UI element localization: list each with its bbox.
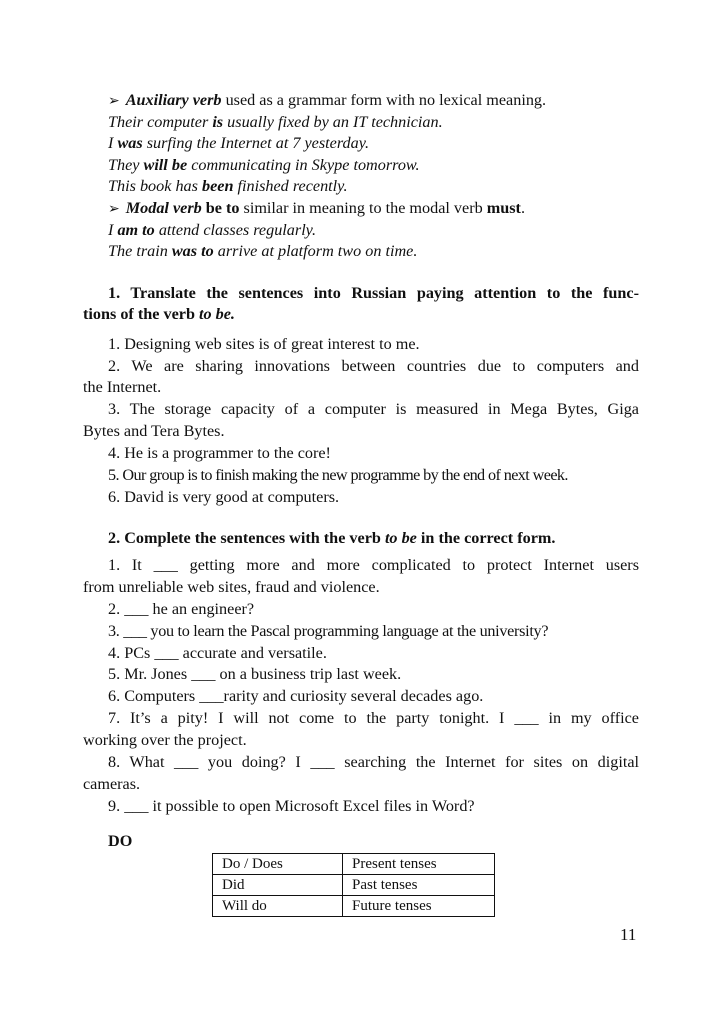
- table-row: [213, 854, 495, 875]
- table-cell-form: Will do: [213, 896, 343, 917]
- modal-verb-line: ➢ Modal verb be to similar in meaning to the modal verb must.: [108, 199, 525, 217]
- exercise-2-sentence: 2. ___ he an engineer?: [108, 600, 255, 618]
- example-line: Their computer is usually fixed by an IT technician.: [108, 113, 443, 131]
- exercise-1-sentence-cont: Bytes and Tera Bytes.: [83, 422, 225, 440]
- exercise-1-heading-cont: tions of the verb to be.: [83, 305, 235, 323]
- exercise-2-sentence-cont: from unreliable web sites, fraud and violence.: [83, 578, 380, 596]
- exercise-2-sentence: 3. ___ you to learn the Pascal programming language at the university?: [108, 622, 549, 640]
- exercise-1-sentence: 6. David is very good at computers.: [108, 488, 340, 506]
- exercise-1-sentence-cont: the Internet.: [83, 378, 162, 396]
- table-cell-tense: Present tenses: [343, 854, 495, 875]
- exercise-2-sentence-cont: working over the project.: [83, 731, 247, 749]
- table-cell-tense: Past tenses: [343, 875, 495, 896]
- example-line: I am to attend classes regularly.: [108, 221, 317, 239]
- example-line: I was surfing the Internet at 7 yesterday.: [108, 134, 370, 152]
- example-line: This book has been finished recently.: [108, 177, 348, 195]
- exercise-2-heading: 2. Complete the sentences with the verb to be in the correct form.: [108, 529, 556, 547]
- table-cell-tense: Future tenses: [343, 896, 495, 917]
- modal-verb-term: Modal verb: [125, 199, 202, 217]
- auxiliary-verb-line: [108, 90, 546, 112]
- exercise-1-sentence: 3. The storage capacity of a computer is measured in Mega Bytes, Giga: [108, 400, 639, 418]
- arrow-bullet-icon: ➢: [108, 94, 120, 109]
- exercise-1-sentence: 2. We are sharing innovations between countries due to computers and: [108, 357, 639, 375]
- auxiliary-verb-definition: used as a grammar form with no lexical meaning.: [221, 91, 547, 109]
- exercise-1-sentence: 4. He is a programmer to the core!: [108, 444, 331, 462]
- example-line: They will be communicating in Skype tomorrow.: [108, 156, 420, 174]
- table-row: [213, 875, 495, 896]
- do-tense-table: [212, 853, 495, 917]
- table-row: [213, 896, 495, 917]
- exercise-2-sentence: 7. It’s a pity! I will not come to the party tonight. I ___ in my office: [108, 709, 639, 727]
- exercise-2-sentence: 8. What ___ you doing? I ___ searching the Internet for sites on digital: [108, 753, 639, 771]
- exercise-2-sentence: 4. PCs ___ accurate and versatile.: [108, 644, 327, 662]
- exercise-2-sentence: 1. It ___ getting more and more complicated to protect Internet users: [108, 556, 639, 574]
- exercise-2-sentence: 5. Mr. Jones ___ on a business trip last week.: [108, 665, 402, 683]
- exercise-1-sentence: 1. Designing web sites is of great interest to me.: [108, 335, 420, 353]
- arrow-bullet-icon: ➢: [108, 202, 120, 217]
- exercise-1-heading: 1. Translate the sentences into Russian paying attention to the func-: [108, 284, 639, 302]
- exercise-1-sentence: 5. Our group is to finish making the new programme by the end of next week.: [108, 466, 568, 484]
- table-cell-form: Did: [213, 875, 343, 896]
- do-heading: DO: [108, 832, 133, 850]
- auxiliary-verb-term: Auxiliary verb: [125, 91, 222, 109]
- exercise-2-sentence-cont: cameras.: [83, 775, 141, 793]
- table-cell-form: Do / Does: [213, 854, 343, 875]
- exercise-2-sentence: 9. ___ it possible to open Microsoft Excel files in Word?: [108, 797, 475, 815]
- page-number: 11: [620, 925, 637, 944]
- exercise-2-sentence: 6. Computers ___rarity and curiosity several decades ago.: [108, 687, 484, 705]
- example-line: The train was to arrive at platform two on time.: [108, 242, 418, 260]
